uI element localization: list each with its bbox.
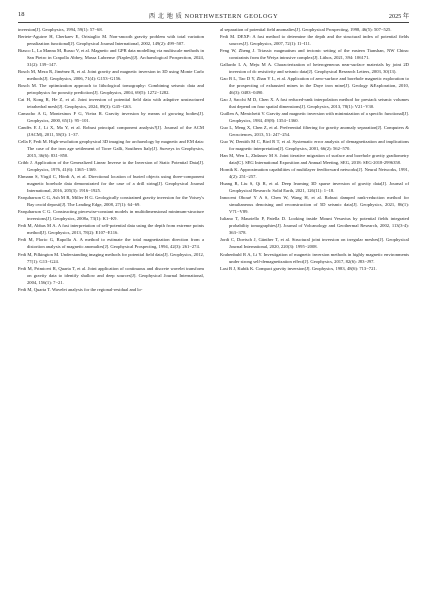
reference-entry: Candès E J, Li X, Ma Y, et al. Robust principal component analysis?[J]. Journal of the ACM (JACM), 2011, 58(3): 1−37. — [18, 125, 204, 138]
reference-entry: Ehmann S, Virgil C, Hördt A, et al. Directional location of buried objects using three-component magnetic borehole data demonstrated for the case of a drill string[J]. Geophysical Journal International, 2016, 205(3): 1916−1925. — [18, 174, 204, 194]
reference-entry: Last B J, Kubik K. Compact gravity inversion[J]. Geophysics, 1983, 48(6): 713−721. — [220, 265, 377, 271]
reference-entry: Fedi M, Primiceri R, Quarta T, et al. Joint application of continuous and discrete wavelet transform on gravity data to identify shallow and deep sources[J]. Geophysical Journal International, 2004, 156(1): 7−21. — [18, 265, 204, 285]
reference-entry: inversion[J]. Geophysics, 1994, 59(1): 57−68. — [18, 27, 103, 32]
reference-entry: Krahenbuhl R A, Li Y. Investigation of magnetic inversion methods in highly magnetic environments under strong self-demagnetization effect[J]. Geophysics, 2017, 82(6): J83−J97. — [220, 251, 409, 264]
reference-entry: Innocent Oboué Y A S, Chen W, Wang H, et al. Robust damped rank-reduction method for simultaneous denoising and reconstruction of 5D seismic data[J]. Geophysics, 2021, 86(1): V71−V89. — [220, 195, 409, 215]
reference-entry: Iuliano T, Mauriello P, Patella D. Looking inside Mount Vesuvius by potential fields integrated probability tomographies[J]. Journal of Volcanology and Geothermal Research, 2002, 113(3-4): 363−378. — [220, 216, 409, 236]
reference-entry: Farquharson C G. Constructing piecewise-constant models in multidimensional minimum-structure inversions[J]. Geophysics, 2008a, 73(1): K1−K9. — [18, 209, 204, 222]
reference-entry: Jordi C, Doetsch J, Günther T, et al. Structural joint inversion on irregular meshes[J]. Geophysical Journal International, 2020, 220(3): 1995−2008. — [220, 237, 409, 250]
references-right-column — [220, 26, 409, 272]
reference-entry: Feng W, Zheng J. Triassic magmatism and tectonic setting of the eastern Tianshan, NW China: constraints from the Weiya intrusive complex[J]. Lithos, 2021, 394: 106171. — [220, 48, 409, 61]
references-left-column — [18, 26, 204, 293]
reference-entry: Huang R, Liu S, Qi R, et al. Deep learning 3D sparse inversion of gravity data[J]. Journal of Geophysical Research: Solid Earth, 2021, 126(11): 1−18. — [220, 181, 409, 194]
page-header — [18, 8, 409, 23]
reference-entry: Cella F, Fedi M. High-resolution geophysical 3D imaging for archaeology by magnetic and EM data: The case of the iron age settlement of Torre Galli, Southern Italy[J]. Surveys in Geophysics, 2015, 36(6): 831−850. — [18, 139, 204, 159]
reference-entry: Bosch M. The optimization approach to lithological tomography: Combining seismic data and petrophysics for porosity prediction[J]. Geophysics, 2004, 69(5): 1272−1282. — [18, 83, 204, 96]
reference-entry: Guillen A, Menichetti V. Gravity and magnetic inversion with minimization of a specific functional[J]. Geophysics, 1984, 49(8): 1354−1360. — [220, 111, 409, 124]
reference-entry: Biasco L, La Manna M, Russo V, et al. Magnetic and GPR data modelling via multiscale methods in San Pietro in Crapolla Abbey, Massa Lubrense (Naples)[J]. Archaeological Prospection, 2024, 31(2): 139−147. — [18, 48, 204, 68]
reference-entry: Gao B L, Tao D Y, Zhan Y L, et al. Application of aero-surface and borehole magnetic exploration to the prospecting of exhausted mines in the Daye iron mine[J]. Geology &Exploration, 2010, 46(3): 0483−0490. — [220, 76, 409, 96]
journal-title: 西 北 地 质 NORTHWESTERN GEOLOGY — [148, 13, 279, 20]
publication-year: 2025 年 — [388, 13, 409, 20]
reference-entry: Han M, Wen L, Zhdanov M S. Joint iterative migration of surface and borehole gravity gradiometry data[C]. SEG International Exposition and Annual Meeting, SEG, 2018: SEG-2018-2996358. — [220, 153, 409, 166]
reference-entry: Cai H, Kong R, He Z, et al. Joint inversion of potential field data with adaptive unstructured tetrahedral mesh[J]. Geophysics, 2024, 89(3): G45−G63. — [18, 97, 204, 110]
reference-entry: Hornik K. Approximation capabilities of multilayer feedforward networks[J]. Neural Networks, 1991, 4(2): 251−257. — [220, 167, 409, 180]
page-number: 18 — [18, 11, 25, 18]
reference-entry: Gallardo L A, Meju M A. Characterization of heterogeneous near-surface materials by joint 2D inversion of dc resistivity and seismic data[J]. Geophysical Research Letters, 2003, 30(13). — [220, 62, 409, 75]
reference-entry: al separation of potential field anomalies[J]. Geophysical Prospecting, 1998, 46(5): 507−525. — [220, 27, 392, 32]
reference-entry: Fedi M, Abbas M A. A fast interpretation of self-potential data using the depth from extreme points method[J]. Geophysics, 2013, 78(2): E107−E116. — [18, 223, 204, 236]
reference-entry: Fedi M. DEXP: A fast method to determine the depth and the structural index of potential fields sources[J]. Geophysics, 2007, 72(1): I1−I11. — [220, 34, 409, 47]
reference-entry: Fedi M, Florio G, Rapolla A. A method to estimate the total magnetization direction from a distortion analysis of magnetic anomalies[J]. Geophysical Prospecting, 1994, 42(3): 261−274. — [18, 237, 204, 250]
reference-entry: Farquharson C G, Ash M R, Miller H G. Geologically constrained gravity inversion for the Voisey's Bay ovoid deposit[J]. The Leading Edge, 2008, 27(1): 64−69. — [18, 195, 204, 208]
reference-entry: Guo W, Dentith M C, Bird R T, et al. Systematic error analysis of demagnetization and implications for magnetic interpretation[J]. Geophysics, 2001, 66(2): 562−570. — [220, 139, 409, 152]
reference-entry: Camacho A G, Montesinos F G, Vieira R. Gravity inversion by means of growing bodies[J]. Geophysics, 2000, 65(1): 95−101. — [18, 111, 204, 124]
reference-entry: Gao J, Sacchi M D, Chen X. A fast reduced-rank interpolation method for prestack seismic volumes that depend on four spatial dimensions[J]. Geophysics, 2013, 78(1): V21−V30. — [220, 97, 409, 110]
reference-entry: Cribb J. Application of the Generalized Linear Inverse to the Inversion of Static Potential Data[J]. Geophysics, 1976, 41(6): 1365−1369. — [18, 160, 204, 173]
reference-entry: Bosch M, Meza R, Jiménez R, et al. Joint gravity and magnetic inversion in 3D using Monte Carlo methods[J]. Geophysics, 2006, 71(4): G153−G156. — [18, 69, 204, 82]
reference-entry: Bertete-Aguirre H, Cherkaev E, Oristaglio M. Non-smooth gravity problem with total variation penalization functional[J]. Geophysical Journal International, 2002, 149(2): 499−507. — [18, 34, 204, 47]
reference-entry: Fedi M, Pilkington M. Understanding imaging methods for potential field data[J]. Geophysics, 2012, 77(1): G13−G24. — [18, 251, 204, 264]
reference-entry: Guo L, Meng X, Chen Z, et al. Preferential filtering for gravity anomaly separation[J]. Computers & Geosciences, 2013, 51: 247−254. — [220, 125, 409, 138]
reference-entry: Fedi M, Quarta T. Wavelet analysis for the regional-residual and lo- — [18, 286, 143, 292]
